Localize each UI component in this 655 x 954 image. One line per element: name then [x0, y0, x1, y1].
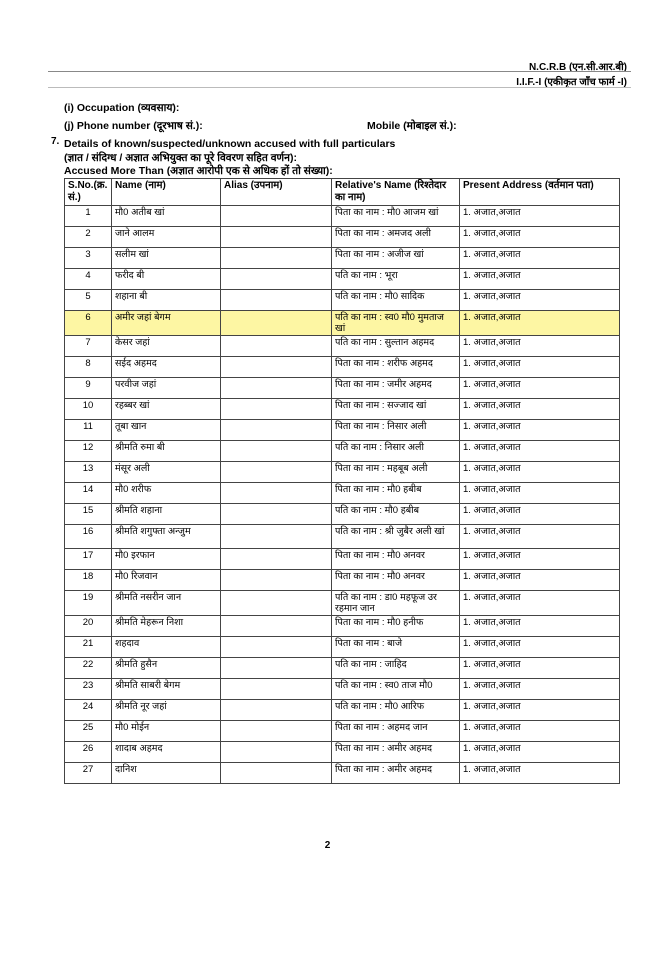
cell-name: परवीज जहां [112, 378, 221, 399]
cell-name: श्रीमति शगुफ्ता अन्जुम [112, 525, 221, 549]
cell-name: अमीर जहां बेगम [112, 311, 221, 336]
cell-relative: पिता का नाम : निसार अली [332, 420, 460, 441]
cell-sno: 3 [65, 248, 112, 269]
cell-relative: पति का नाम : श्री जुबैर अली खां [332, 525, 460, 549]
header-sno: S.No.(क्र. सं.) [65, 179, 112, 206]
cell-alias [221, 637, 332, 658]
cell-relative: पिता का नाम : अमजद अली [332, 227, 460, 248]
header-address: Present Address (वर्तमान पता) [460, 179, 620, 206]
table-row [65, 637, 620, 658]
cell-name: श्रीमति रुमा बी [112, 441, 221, 462]
cell-name: मौ0 शरीफ [112, 483, 221, 504]
cell-name: रहब्बर खां [112, 399, 221, 420]
cell-alias [221, 658, 332, 679]
cell-alias [221, 591, 332, 616]
cell-alias [221, 483, 332, 504]
cell-alias [221, 525, 332, 549]
cell-name: दानिश [112, 763, 221, 784]
cell-name: मौ0 रिजवान [112, 570, 221, 591]
cell-address: 1. अजात,अजात [460, 336, 620, 357]
table-row [65, 311, 620, 336]
cell-sno: 17 [65, 549, 112, 570]
cell-name: तूबा खान [112, 420, 221, 441]
cell-relative: पति का नाम : निसार अली [332, 441, 460, 462]
cell-alias [221, 420, 332, 441]
cell-sno: 25 [65, 721, 112, 742]
table-row [65, 763, 620, 784]
cell-name: शादाब अहमद [112, 742, 221, 763]
header-relative: Relative's Name (रिश्तेदार का नाम) [332, 179, 460, 206]
cell-alias [221, 311, 332, 336]
cell-alias [221, 763, 332, 784]
table-row [65, 525, 620, 549]
section-title: Details of known/suspected/unknown accused with full particulars [64, 138, 396, 150]
cell-sno: 18 [65, 570, 112, 591]
cell-alias [221, 616, 332, 637]
cell-relative: पति का नाम : भूरा [332, 269, 460, 290]
accused-table [64, 178, 620, 784]
cell-name: शहाना बी [112, 290, 221, 311]
cell-address: 1. अजात,अजात [460, 549, 620, 570]
cell-relative: पति का नाम : मौ0 सादिक [332, 290, 460, 311]
table-body [65, 206, 620, 784]
cell-relative: पिता का नाम : सज्जाद खां [332, 399, 460, 420]
table-row [65, 420, 620, 441]
cell-alias [221, 742, 332, 763]
cell-name: मौ0 मोईन [112, 721, 221, 742]
table-row [65, 483, 620, 504]
table-row [65, 616, 620, 637]
cell-name: श्रीमति शहाना [112, 504, 221, 525]
cell-address: 1. अजात,अजात [460, 357, 620, 378]
header-alias: Alias (उपनाम) [221, 179, 332, 206]
table-row [65, 441, 620, 462]
cell-sno: 27 [65, 763, 112, 784]
table-row [65, 721, 620, 742]
cell-name: श्रीमति नूर जहां [112, 700, 221, 721]
header-org: N.C.R.B (एन.सी.आर.बी) [528, 62, 627, 73]
cell-sno: 20 [65, 616, 112, 637]
table-row [65, 357, 620, 378]
cell-name: सईद अहमद [112, 357, 221, 378]
table-row [65, 248, 620, 269]
cell-relative: पिता का नाम : जमीर अहमद [332, 378, 460, 399]
cell-alias [221, 378, 332, 399]
cell-sno: 12 [65, 441, 112, 462]
table-row [65, 399, 620, 420]
header-form-name: I.I.F.-I (एकीकृत जाँच फार्म -I) [516, 77, 627, 88]
cell-address: 1. अजात,अजात [460, 700, 620, 721]
cell-sno: 16 [65, 525, 112, 549]
cell-address: 1. अजात,अजात [460, 525, 620, 549]
cell-alias [221, 290, 332, 311]
table-row [65, 549, 620, 570]
cell-address: 1. अजात,अजात [460, 483, 620, 504]
header-name: Name (नाम) [112, 179, 221, 206]
cell-sno: 10 [65, 399, 112, 420]
cell-alias [221, 248, 332, 269]
cell-relative: पति का नाम : मौ0 आरिफ [332, 700, 460, 721]
cell-address: 1. अजात,अजात [460, 441, 620, 462]
cell-name: श्रीमति नसरीन जान [112, 591, 221, 616]
cell-sno: 15 [65, 504, 112, 525]
cell-alias [221, 227, 332, 248]
cell-address: 1. अजात,अजात [460, 399, 620, 420]
table-header-row [65, 179, 620, 206]
cell-alias [221, 399, 332, 420]
cell-name: श्रीमति साबरी बेगम [112, 679, 221, 700]
cell-address: 1. अजात,अजात [460, 462, 620, 483]
cell-alias [221, 462, 332, 483]
cell-sno: 9 [65, 378, 112, 399]
cell-name: मौ0 इरफान [112, 549, 221, 570]
phone-label: (j) Phone number (दूरभाष सं.): [64, 120, 203, 132]
cell-address: 1. अजात,अजात [460, 658, 620, 679]
accused-more-than: Accused More Than (अज्ञात आरोपी एक से अधिक हों तो संख्या): [64, 165, 333, 177]
table-row [65, 570, 620, 591]
cell-alias [221, 441, 332, 462]
cell-relative: पिता का नाम : मौ0 अनवर [332, 570, 460, 591]
cell-name: श्रीमति हुसैन [112, 658, 221, 679]
cell-address: 1. अजात,अजात [460, 378, 620, 399]
cell-sno: 8 [65, 357, 112, 378]
table-row [65, 658, 620, 679]
cell-relative: पति का नाम : स्व0 ताज मौ0 [332, 679, 460, 700]
cell-address: 1. अजात,अजात [460, 591, 620, 616]
cell-name: सलीम खां [112, 248, 221, 269]
cell-name: केसर जहां [112, 336, 221, 357]
cell-alias [221, 206, 332, 227]
cell-relative: पति का नाम : डा0 महफूज उर रहमान जान [332, 591, 460, 616]
cell-sno: 19 [65, 591, 112, 616]
table-row [65, 462, 620, 483]
cell-relative: पिता का नाम : अमीर अहमद [332, 763, 460, 784]
cell-sno: 22 [65, 658, 112, 679]
cell-sno: 4 [65, 269, 112, 290]
cell-sno: 5 [65, 290, 112, 311]
cell-address: 1. अजात,अजात [460, 227, 620, 248]
cell-sno: 13 [65, 462, 112, 483]
cell-address: 1. अजात,अजात [460, 721, 620, 742]
cell-sno: 11 [65, 420, 112, 441]
cell-alias [221, 570, 332, 591]
cell-relative: पति का नाम : जाहिद [332, 658, 460, 679]
table-row [65, 227, 620, 248]
cell-relative: पिता का नाम : अमीर अहमद [332, 742, 460, 763]
cell-address: 1. अजात,अजात [460, 763, 620, 784]
cell-name: फरीद बी [112, 269, 221, 290]
cell-address: 1. अजात,अजात [460, 269, 620, 290]
table-row [65, 591, 620, 616]
cell-address: 1. अजात,अजात [460, 742, 620, 763]
table-row [65, 269, 620, 290]
cell-sno: 1 [65, 206, 112, 227]
cell-relative: पति का नाम : मौ0 हबीब [332, 504, 460, 525]
cell-name: शहदाव [112, 637, 221, 658]
cell-relative: पति का नाम : स्व0 मौ0 मुमताज खां [332, 311, 460, 336]
cell-alias [221, 721, 332, 742]
cell-sno: 7 [65, 336, 112, 357]
table-row [65, 290, 620, 311]
cell-relative: पिता का नाम : अहमद जान [332, 721, 460, 742]
cell-alias [221, 269, 332, 290]
cell-address: 1. अजात,अजात [460, 616, 620, 637]
table-row [65, 700, 620, 721]
cell-relative: पिता का नाम : मौ0 हबीब [332, 483, 460, 504]
cell-relative: पिता का नाम : अजीज खां [332, 248, 460, 269]
table-row [65, 206, 620, 227]
cell-address: 1. अजात,अजात [460, 637, 620, 658]
cell-alias [221, 357, 332, 378]
cell-address: 1. अजात,अजात [460, 206, 620, 227]
cell-relative: पिता का नाम : मौ0 अनवर [332, 549, 460, 570]
cell-alias [221, 679, 332, 700]
page-number: 2 [324, 840, 331, 851]
cell-address: 1. अजात,अजात [460, 570, 620, 591]
cell-sno: 26 [65, 742, 112, 763]
table-row [65, 504, 620, 525]
cell-relative: पिता का नाम : महबूब अली [332, 462, 460, 483]
cell-address: 1. अजात,अजात [460, 248, 620, 269]
cell-address: 1. अजात,अजात [460, 420, 620, 441]
cell-alias [221, 504, 332, 525]
cell-name: मंसूर अली [112, 462, 221, 483]
cell-name: मौ0 अतीब खां [112, 206, 221, 227]
table-row [65, 378, 620, 399]
cell-alias [221, 700, 332, 721]
table-row [65, 679, 620, 700]
cell-sno: 2 [65, 227, 112, 248]
section-number: 7. [51, 136, 60, 147]
cell-sno: 24 [65, 700, 112, 721]
cell-relative: पिता का नाम : शरीफ अहमद [332, 357, 460, 378]
cell-sno: 23 [65, 679, 112, 700]
occupation-label: (i) Occupation (व्यवसाय): [64, 102, 180, 114]
cell-address: 1. अजात,अजात [460, 290, 620, 311]
cell-relative: पिता का नाम : बाजे [332, 637, 460, 658]
cell-sno: 21 [65, 637, 112, 658]
mobile-label: Mobile (मोबाइल सं.): [367, 120, 457, 132]
cell-relative: पति का नाम : सुल्तान अहमद [332, 336, 460, 357]
section-subtitle: (ज्ञात / संदिग्ध / अज्ञात अभियुक्त का पूरे विवरण सहित वर्णन): [64, 152, 297, 164]
cell-name: जाने आलम [112, 227, 221, 248]
cell-address: 1. अजात,अजात [460, 311, 620, 336]
header-divider-2 [48, 87, 631, 88]
cell-relative: पिता का नाम : मौ0 हनीफ [332, 616, 460, 637]
cell-alias [221, 549, 332, 570]
cell-sno: 6 [65, 311, 112, 336]
table-row [65, 336, 620, 357]
header-divider [48, 71, 631, 72]
table-row [65, 742, 620, 763]
cell-alias [221, 336, 332, 357]
cell-address: 1. अजात,अजात [460, 679, 620, 700]
cell-address: 1. अजात,अजात [460, 504, 620, 525]
cell-name: श्रीमति मेहरून निशा [112, 616, 221, 637]
cell-relative: पिता का नाम : मौ0 आजम खां [332, 206, 460, 227]
cell-sno: 14 [65, 483, 112, 504]
